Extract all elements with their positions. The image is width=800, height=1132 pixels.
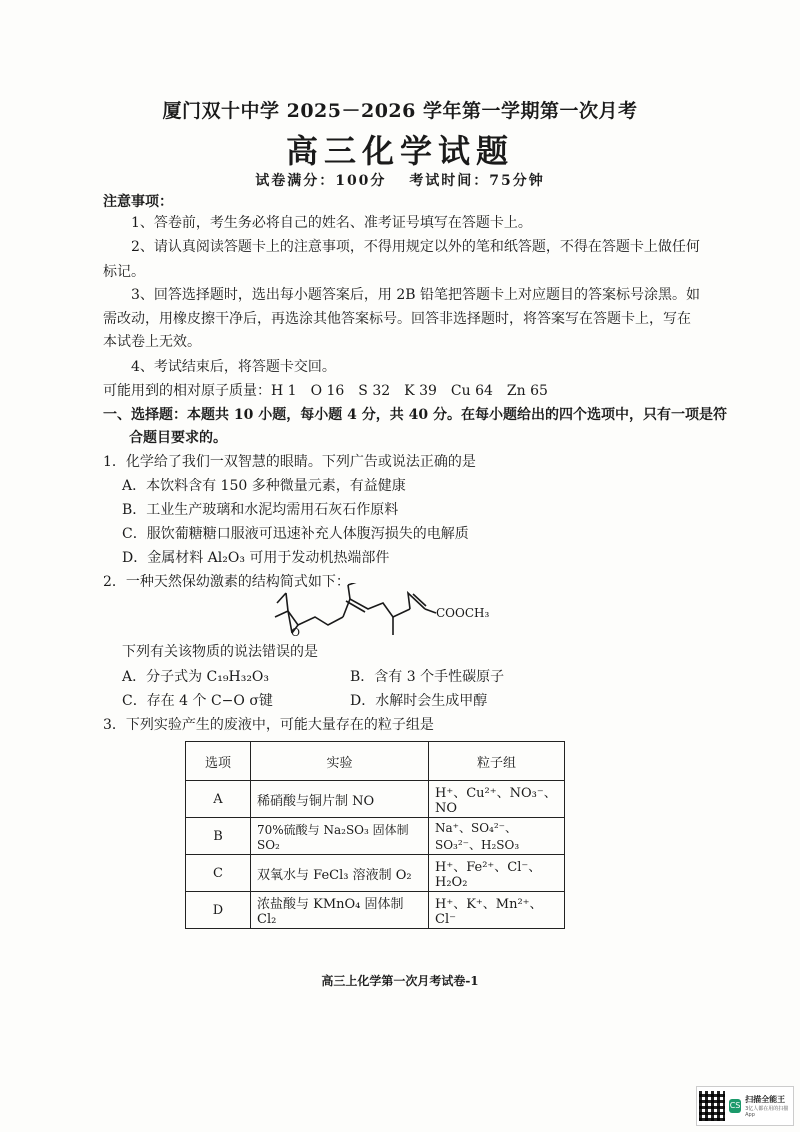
school-exam-title: 厦门双十中学 2025－2026 学年第一学期第一次月考: [162, 100, 638, 122]
row-particles: Na⁺、SO₄²⁻、SO₃²⁻、H₂SO₃: [429, 818, 565, 855]
q1-option-a: A．本饮料含有 150 多种微量元素，有益健康: [122, 478, 406, 494]
q3-particle-table: [185, 741, 565, 929]
scanner-app-slogan: 3亿人都在用的扫描App: [745, 1106, 789, 1118]
q3-stem: 3．下列实验产生的废液中，可能大量存在的粒子组是: [103, 717, 434, 733]
header-experiment: 实验: [251, 742, 429, 781]
notice-item: 4、考试结束后，将答题卡交回。: [131, 359, 336, 375]
row-experiment: 70%硫酸与 Na₂SO₃ 固体制 SO₂: [251, 818, 429, 855]
notice-item: 需改动，用橡皮擦干净后，再选涂其他答案标号。回答非选择题时，将答案写在答题卡上，写在: [103, 311, 691, 327]
notice-item: 标记。: [103, 264, 145, 280]
row-option: C: [186, 855, 251, 892]
table-row: [186, 818, 565, 855]
q1-option-b: B．工业生产玻璃和水泥均需用石灰石作原料: [122, 502, 399, 518]
q1-option-d: D．金属材料 Al₂O₃ 可用于发动机热端部件: [122, 550, 390, 566]
exam-meta: [0, 170, 800, 190]
notice-item: 2、请认真阅读答题卡上的注意事项，不得用规定以外的笔和纸答题，不得在答题卡上做任何: [131, 239, 700, 255]
ester-group-label: COOCH₃: [436, 606, 490, 620]
header-particles: 粒子组: [429, 742, 565, 781]
qr-code-icon: [699, 1091, 725, 1121]
row-particles: H⁺、Fe²⁺、Cl⁻、H₂O₂: [429, 855, 565, 892]
full-score: 试卷满分：100分: [255, 173, 387, 189]
header-option: 选项: [186, 742, 251, 781]
notice-item: 1、答卷前，考生务必将自己的姓名、准考证号填写在答题卡上。: [131, 215, 532, 231]
notice-heading: 注意事项：: [103, 194, 173, 210]
table-row: [186, 892, 565, 929]
row-experiment: 双氧水与 FeCl₃ 溶液制 O₂: [251, 855, 429, 892]
row-experiment: 浓盐酸与 KMnO₄ 固体制 Cl₂: [251, 892, 429, 929]
q1-option-c: C．服饮葡糖糖口服液可迅速补充人体腹泻损失的电解质: [122, 526, 469, 542]
q2-option-c: C．存在 4 个 C−O σ键: [122, 693, 273, 709]
camscanner-logo-icon: CS: [729, 1099, 741, 1113]
row-option: B: [186, 818, 251, 855]
scanner-app-name: 扫描全能王: [745, 1095, 786, 1104]
section-heading-cont: 合题目要求的。: [129, 430, 227, 446]
juvenile-hormone-structure: [270, 583, 520, 643]
q2-sub-stem: 下列有关该物质的说法错误的是: [122, 644, 318, 660]
row-option: D: [186, 892, 251, 929]
page-title: 高三化学试题: [285, 132, 514, 170]
section-heading: 一、选择题：本题共 10 小题，每小题 4 分，共 40 分。在每小题给出的四个选项中，只有一项是符: [103, 407, 727, 423]
notice-item: 本试卷上无效。: [103, 334, 201, 350]
q2-option-b: B．含有 3 个手性碳原子: [350, 669, 505, 685]
table-row: [186, 855, 565, 892]
notice-item: 3、回答选择题时，选出每小题答案后，用 2B 铅笔把答题卡上对应题目的答案标号涂黑。如: [131, 287, 701, 303]
row-experiment: 稀硝酸与铜片制 NO: [251, 781, 429, 818]
q2-option-a: A．分子式为 C₁₉H₃₂O₃: [122, 669, 270, 685]
row-particles: H⁺、Cu²⁺、NO₃⁻、NO: [429, 781, 565, 818]
table-header-row: [186, 742, 565, 781]
row-option: A: [186, 781, 251, 818]
page-footer: 高三上化学第一次月考试卷-1: [321, 974, 479, 988]
epoxide-oxygen-symbol: O: [291, 626, 301, 639]
q1-stem: 1．化学给了我们一双智慧的眼睛。下列广告或说法正确的是: [103, 454, 476, 470]
atomic-masses: 可能用到的相对原子质量：H 1 O 16 S 32 K 39 Cu 64 Zn 65: [103, 383, 548, 399]
row-particles: H⁺、K⁺、Mn²⁺、Cl⁻: [429, 892, 565, 929]
table-row: [186, 781, 565, 818]
exam-time: 考试时间：75分钟: [409, 173, 545, 189]
scanner-watermark: [696, 1086, 794, 1126]
q2-option-d: D．水解时会生成甲醇: [350, 693, 488, 709]
q2-stem: 2．一种天然保幼激素的结构简式如下：: [103, 574, 350, 590]
